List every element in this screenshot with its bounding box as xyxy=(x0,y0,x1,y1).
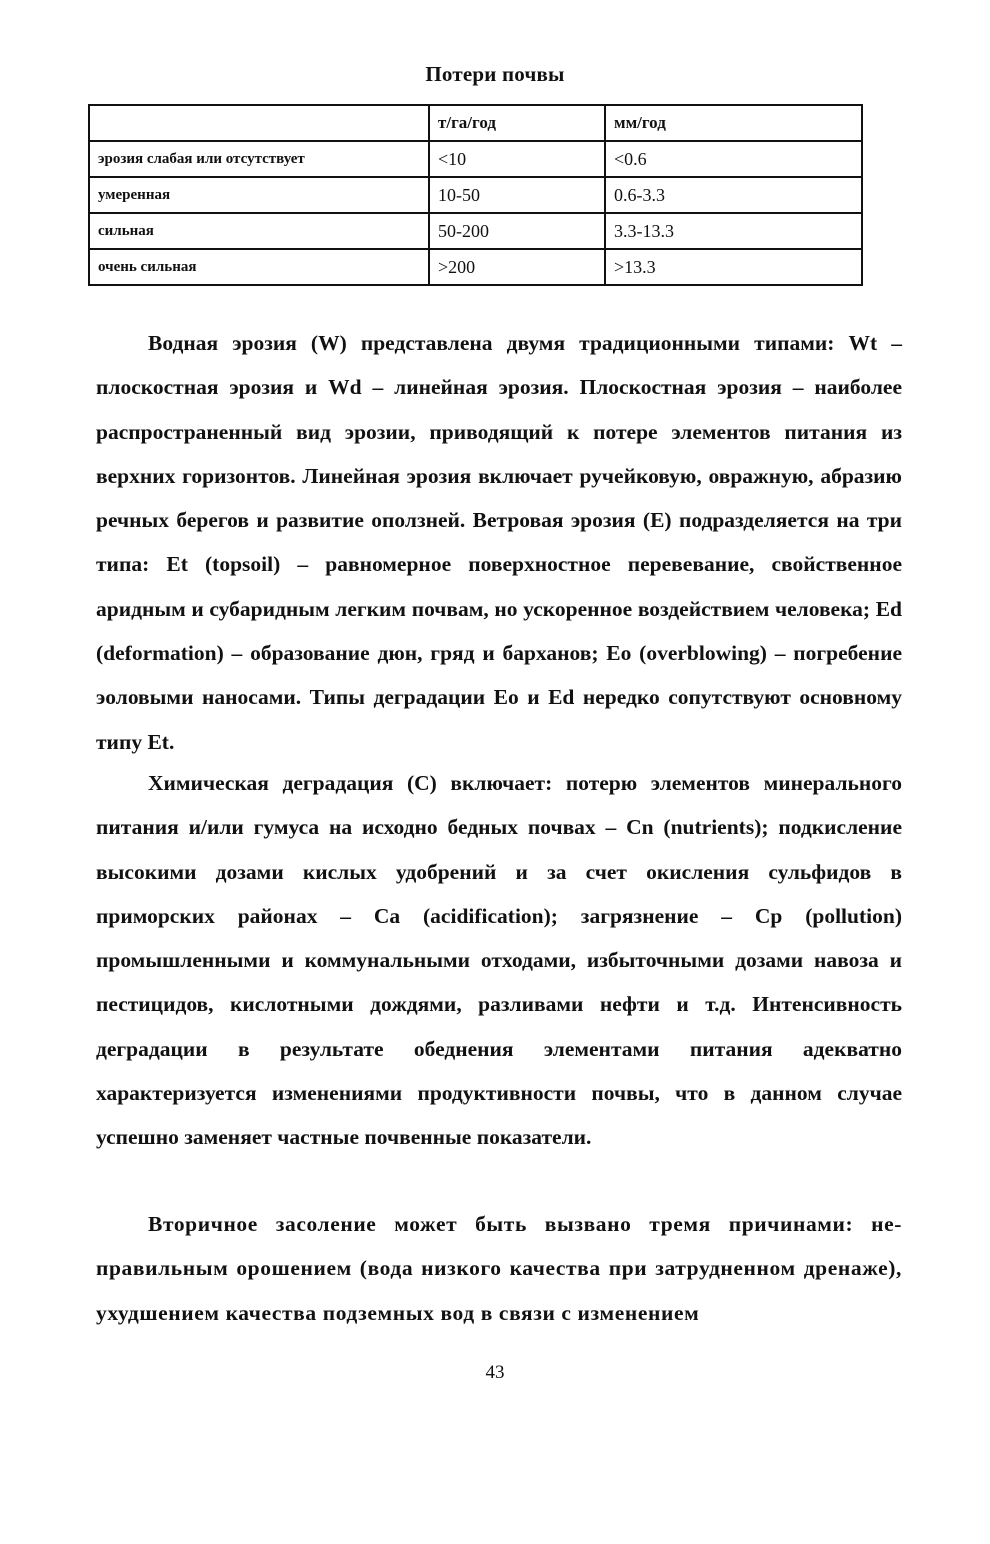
table-cell-t-ha-year: 10-50 xyxy=(429,177,605,213)
header-cell-mm-year: мм/год xyxy=(605,105,862,141)
header-cell-category xyxy=(89,105,429,141)
paragraph-water-wind-erosion: Водная эрозия (W) представлена двумя традиционными типами: Wt – плоскостная эрозия и Wd – линейная эрозия. Плоскостная эрозия – наиболее распространенный вид эрозии, приводящий к потере элементов питания из верхних горизонтов. Линейная эрозия включает ручейковую, овражную, абразию речных берегов и развитие оползней. Ветровая эрозия (Е) подразделяется на три типа: Et (topsoil) – равномерное поверхностное перевевание, свойственное аридным и субаридным легким почвам, но ускоренное воздействием человека; Ed (deformation) – образование дюн, гряд и барханов; Eo (overblowing) – погребение эоловыми наносами. Типы деградации Eo и Ed нередко сопутствуют основному типу Et. xyxy=(96,331,902,754)
table-cell-category: умеренная xyxy=(89,177,429,213)
table-cell-t-ha-year: 50-200 xyxy=(429,213,605,249)
table-row xyxy=(89,141,862,177)
table-cell-t-ha-year: <10 xyxy=(429,141,605,177)
table-cell-mm-year: 0.6-3.3 xyxy=(605,177,862,213)
paragraph-chemical-degradation: Химическая деградация (С) включает: потерю элементов минерального питания и/или гумуса на исходно бедных почвах – Cn (nutrients); подкисление высокими дозами кислых удобрений и за счет окисления сульфидов в приморских районах – Ca (acidification); загрязнение – Cp (pollution) промышленными и коммунальными отходами, избыточными дозами навоза и пестицидов, кислотными дождями, разливами нефти и т.д. Интенсивность деградации в результате обеднения элементами питания адекватно характеризуется изменениями продуктивности почвы, что в данном случае успешно заменяет частные почвенные показатели. xyxy=(96,771,902,1150)
table-cell-category: сильная xyxy=(89,213,429,249)
table-title: Потери почвы xyxy=(425,62,565,86)
table-cell-mm-year: <0.6 xyxy=(605,141,862,177)
paragraph-secondary-salinization: Вторичное засоление может быть вызвано тремя причинами: не-правильным орошением (вода низкого качества при затрудненном дренаже), ухудшением качества подземных вод в связи с изменением xyxy=(96,1212,902,1325)
table-row xyxy=(89,249,862,285)
header-cell-t-ha-year: т/га/год xyxy=(429,105,605,141)
table-row xyxy=(89,177,862,213)
table-cell-category: эрозия слабая или отсутствует xyxy=(89,141,429,177)
table-cell-mm-year: 3.3-13.3 xyxy=(605,213,862,249)
table-cell-mm-year: >13.3 xyxy=(605,249,862,285)
page-number: 43 xyxy=(485,1362,505,1383)
table-cell-category: очень сильная xyxy=(89,249,429,285)
table-row xyxy=(89,213,862,249)
table-cell-t-ha-year: >200 xyxy=(429,249,605,285)
soil-loss-table xyxy=(88,104,863,286)
table-header-row xyxy=(89,105,862,141)
